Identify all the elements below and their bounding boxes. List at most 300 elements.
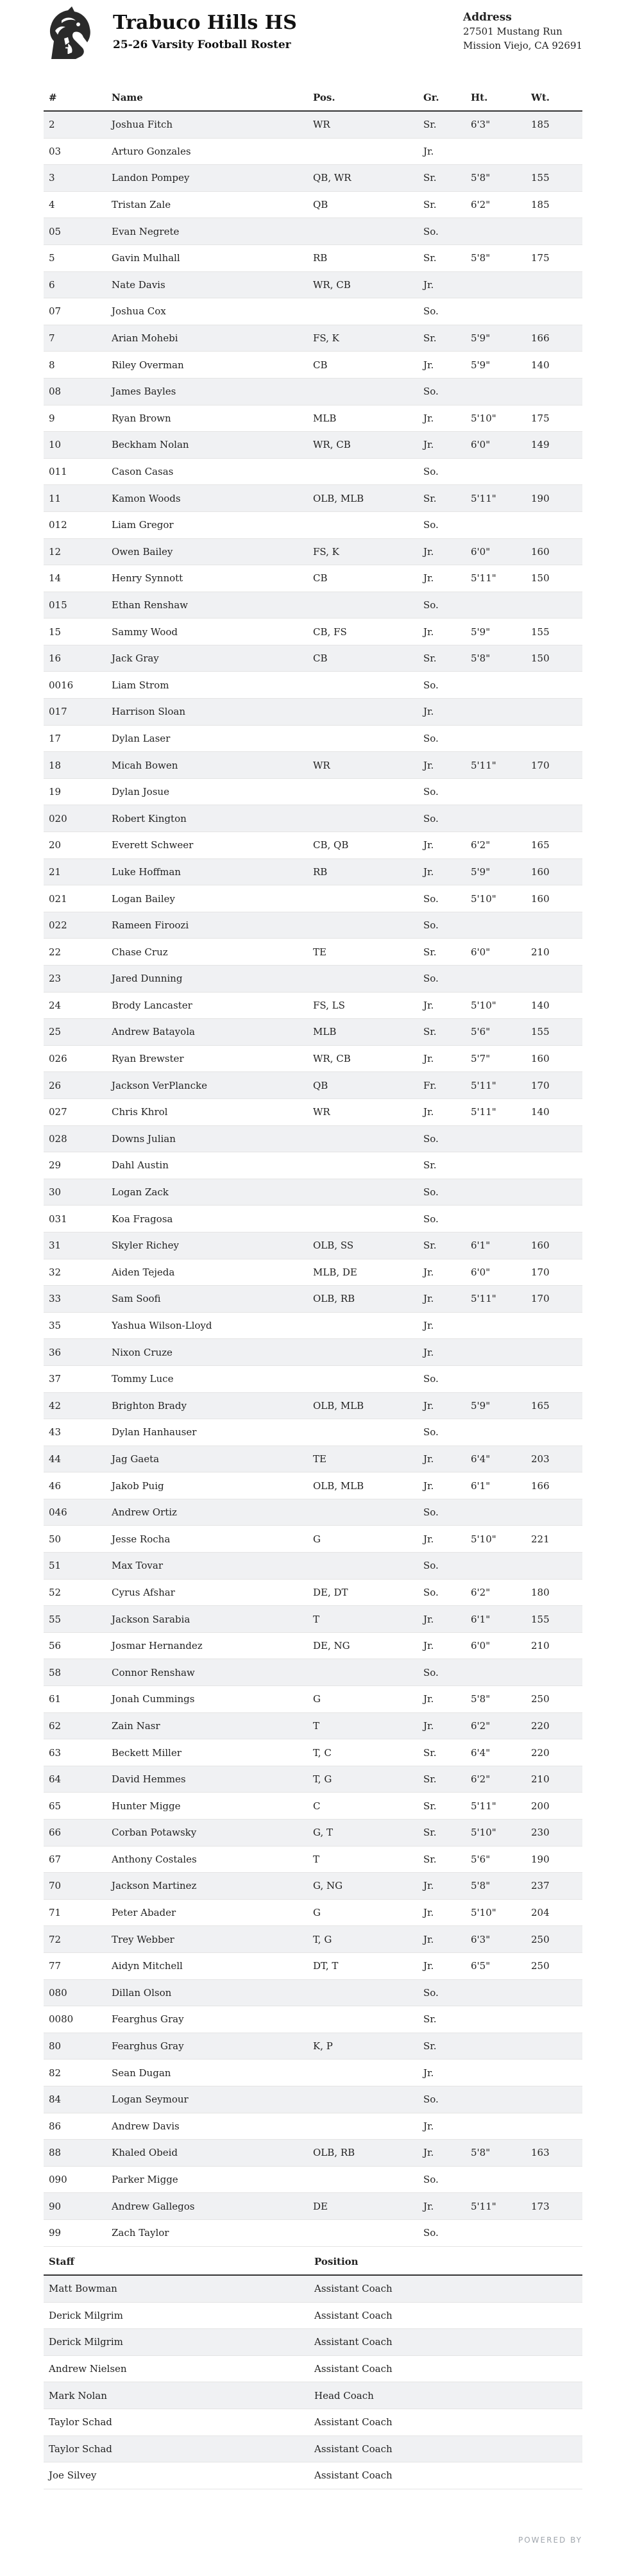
player-grade: So. [423, 2227, 439, 2239]
player-number: 12 [49, 545, 62, 558]
player-grade: So. [423, 386, 439, 398]
player-height: 5'8" [471, 1693, 491, 1705]
player-position: K, P [313, 2040, 333, 2052]
player-name: Jonah Cummings [112, 1693, 195, 1705]
player-name: Brighton Brady [112, 1399, 187, 1412]
player-name: Micah Bowen [112, 759, 178, 771]
staff-name: Taylor Schad [49, 2443, 112, 2455]
player-height: 5'8" [471, 653, 491, 665]
player-height: 6'2" [471, 1719, 491, 1732]
table-row [44, 1419, 582, 1446]
player-height: 5'9" [471, 359, 491, 371]
player-weight: 166 [531, 1480, 550, 1492]
table-row [44, 2060, 582, 2086]
player-number: 015 [49, 599, 67, 611]
player-height: 6'4" [471, 1453, 491, 1465]
player-number: 42 [49, 1399, 62, 1412]
staff-position: Assistant Coach [314, 2363, 393, 2375]
player-name: Max Tovar [112, 1560, 163, 1572]
staff-name: Derick Milgrim [49, 2309, 123, 2321]
player-number: 33 [49, 1293, 62, 1305]
player-position: T [313, 1613, 320, 1625]
player-height: 6'0" [471, 946, 491, 958]
header-grade: Gr. [423, 92, 439, 103]
player-grade: So. [423, 919, 439, 932]
player-number: 031 [49, 1213, 67, 1225]
table-row [44, 805, 582, 832]
staff-name: Derick Milgrim [49, 2336, 123, 2348]
player-weight: 150 [531, 572, 550, 584]
player-height: 6'5" [471, 1960, 491, 1972]
player-grade: Jr. [423, 1320, 434, 1332]
player-number: 0080 [49, 2013, 74, 2026]
player-weight: 160 [531, 545, 550, 558]
player-name: Andrew Davis [112, 2120, 180, 2132]
player-name: Jackson VerPlancke [112, 1079, 207, 1091]
player-name: Gavin Mulhall [112, 252, 180, 264]
player-weight: 170 [531, 1266, 550, 1278]
player-height: 5'11" [471, 1079, 496, 1091]
svg-text:T: T [65, 46, 72, 56]
player-number: 090 [49, 2174, 67, 2186]
player-grade: Jr. [423, 1640, 434, 1652]
player-name: Logan Bailey [112, 892, 175, 905]
player-weight: 175 [531, 412, 550, 424]
table-row [44, 1686, 582, 1713]
player-weight: 160 [531, 866, 550, 878]
player-height: 5'7" [471, 1053, 491, 1065]
player-position: QB [313, 199, 328, 211]
player-number: 61 [49, 1693, 62, 1705]
player-weight: 170 [531, 1079, 550, 1091]
player-name: Dylan Hanhauser [112, 1426, 197, 1438]
player-name: Aidyn Mitchell [112, 1960, 183, 1972]
player-grade: Jr. [423, 1106, 434, 1118]
player-grade: Jr. [423, 278, 434, 291]
player-name: Tommy Luce [112, 1373, 174, 1385]
player-height: 6'0" [471, 1266, 491, 1278]
staff-position: Assistant Coach [314, 2416, 393, 2428]
player-grade: So. [423, 1586, 439, 1598]
player-grade: Jr. [423, 545, 434, 558]
table-row [44, 379, 582, 405]
table-row [44, 1046, 582, 1073]
player-number: 021 [49, 892, 67, 905]
player-number: 67 [49, 1853, 62, 1865]
table-row [44, 1980, 582, 2007]
table-row [44, 1633, 582, 1660]
player-grade: So. [423, 1186, 439, 1198]
player-position: WR, CB [313, 439, 351, 451]
table-row [44, 2086, 582, 2113]
table-row [44, 2140, 582, 2167]
roster-subtitle: 25-26 Varsity Football Roster [113, 38, 291, 51]
player-number: 80 [49, 2040, 62, 2052]
address-line1: 27501 Mustang Run [463, 26, 563, 37]
header-height: Ht. [471, 92, 488, 103]
player-grade: So. [423, 1666, 439, 1678]
player-grade: Sr. [423, 1240, 437, 1252]
player-position: G [313, 1533, 321, 1545]
player-number: 080 [49, 1986, 67, 1999]
player-name: Josmar Hernandez [112, 1640, 203, 1652]
school-name: Trabuco Hills HS [113, 12, 297, 34]
player-position: CB [313, 653, 328, 665]
player-grade: Jr. [423, 866, 434, 878]
player-height: 6'1" [471, 1240, 491, 1252]
player-grade: Sr. [423, 252, 437, 264]
player-weight: 250 [531, 1693, 550, 1705]
staff-row [44, 2276, 582, 2303]
player-grade: So. [423, 2174, 439, 2186]
player-number: 70 [49, 1880, 62, 1892]
player-number: 022 [49, 919, 67, 932]
player-name: Dylan Laser [112, 732, 171, 744]
table-row [44, 1499, 582, 1526]
table-row [44, 1793, 582, 1820]
table-row [44, 1873, 582, 1900]
player-weight: 163 [531, 2147, 550, 2159]
staff-name: Joe Silvey [49, 2469, 97, 2482]
player-name: Jesse Rocha [112, 1533, 171, 1545]
player-height: 6'4" [471, 1746, 491, 1759]
player-position: OLB, MLB [313, 1399, 364, 1412]
player-grade: Jr. [423, 359, 434, 371]
player-height: 6'0" [471, 439, 491, 451]
player-height: 6'2" [471, 199, 491, 211]
player-position: OLB, SS [313, 1240, 354, 1252]
staff-row [44, 2303, 582, 2330]
staff-position: Assistant Coach [314, 2336, 393, 2348]
table-row [44, 1900, 582, 1927]
staff-position: Assistant Coach [314, 2283, 393, 2295]
player-name: Connor Renshaw [112, 1666, 195, 1678]
player-grade: So. [423, 1506, 439, 1519]
table-row [44, 1953, 582, 1980]
staff-name: Taylor Schad [49, 2416, 112, 2428]
player-weight: 220 [531, 1746, 550, 1759]
table-row [44, 1472, 582, 1499]
player-position: OLB, RB [313, 2147, 355, 2159]
player-name: David Hemmes [112, 1773, 186, 1786]
player-position: DE, NG [313, 1640, 350, 1652]
table-row [44, 1233, 582, 1259]
table-row [44, 2220, 582, 2247]
player-number: 7 [49, 332, 55, 345]
player-grade: So. [423, 1560, 439, 1572]
player-height: 6'0" [471, 545, 491, 558]
player-position: T, G [313, 1933, 332, 1945]
player-grade: Sr. [423, 199, 437, 211]
address-block [463, 10, 582, 53]
player-grade: Jr. [423, 999, 434, 1011]
player-position: MLB, DE [313, 1266, 357, 1278]
player-position: T [313, 1853, 320, 1865]
player-name: Corban Potawsky [112, 1827, 197, 1839]
player-number: 25 [49, 1026, 62, 1038]
table-row [44, 485, 582, 512]
player-name: Trey Webber [112, 1933, 174, 1945]
player-position: G [313, 1693, 321, 1705]
staff-position: Assistant Coach [314, 2309, 393, 2321]
player-name: Anthony Costales [112, 1853, 197, 1865]
player-number: 71 [49, 1907, 62, 1919]
table-row [44, 1580, 582, 1607]
table-row [44, 245, 582, 272]
player-name: Chase Cruz [112, 946, 168, 958]
player-grade: Sr. [423, 946, 437, 958]
player-height: 6'3" [471, 1933, 491, 1945]
staff-position: Assistant Coach [314, 2469, 393, 2482]
player-weight: 155 [531, 1026, 550, 1038]
player-name: Luke Hoffman [112, 866, 181, 878]
player-name: Chris Khrol [112, 1106, 168, 1118]
player-name: Beckham Nolan [112, 439, 189, 451]
player-number: 55 [49, 1613, 62, 1625]
player-grade: Sr. [423, 1800, 437, 1812]
player-number: 50 [49, 1533, 62, 1545]
player-weight: 160 [531, 892, 550, 905]
player-position: OLB, MLB [313, 1480, 364, 1492]
player-grade: Sr. [423, 1159, 437, 1172]
player-height: 5'8" [471, 172, 491, 184]
table-row [44, 459, 582, 486]
player-height: 5'9" [471, 1399, 491, 1412]
player-position: G [313, 1907, 321, 1919]
player-number: 30 [49, 1186, 62, 1198]
staff-name: Matt Bowman [49, 2283, 117, 2295]
player-height: 6'1" [471, 1480, 491, 1492]
staff-row [44, 2329, 582, 2356]
player-height: 6'2" [471, 1773, 491, 1786]
player-number: 37 [49, 1373, 62, 1385]
player-name: Yashua Wilson-Lloyd [112, 1320, 212, 1332]
player-grade: Sr. [423, 1853, 437, 1865]
player-name: Rameen Firoozi [112, 919, 189, 932]
player-name: Dahl Austin [112, 1159, 169, 1172]
table-row [44, 966, 582, 993]
player-weight: 220 [531, 1719, 550, 1732]
player-grade: So. [423, 1426, 439, 1438]
player-number: 20 [49, 839, 62, 851]
player-height: 5'11" [471, 1800, 496, 1812]
player-position: TE [313, 946, 326, 958]
player-position: T, C [313, 1746, 332, 1759]
player-name: Downs Julian [112, 1132, 176, 1145]
player-weight: 210 [531, 1640, 550, 1652]
player-grade: Jr. [423, 706, 434, 718]
player-number: 046 [49, 1506, 67, 1519]
player-height: 6'2" [471, 839, 491, 851]
player-grade: Sr. [423, 119, 437, 131]
player-number: 43 [49, 1426, 62, 1438]
player-grade: So. [423, 732, 439, 744]
player-grade: Jr. [423, 1613, 434, 1625]
player-grade: Jr. [423, 1960, 434, 1972]
player-number: 11 [49, 492, 62, 504]
player-name: Nate Davis [112, 278, 165, 291]
player-grade: Sr. [423, 2040, 437, 2052]
player-name: Zach Taylor [112, 2227, 169, 2239]
table-row [44, 2033, 582, 2060]
player-height: 5'6" [471, 1026, 491, 1038]
player-weight: 155 [531, 1613, 550, 1625]
player-grade: So. [423, 973, 439, 985]
player-position: QB, WR [313, 172, 351, 184]
staff-header-row [44, 2249, 582, 2276]
player-grade: So. [423, 2094, 439, 2106]
player-name: Sean Dugan [112, 2067, 171, 2079]
player-grade: Sr. [423, 1026, 437, 1038]
table-row [44, 565, 582, 592]
player-position: DE [313, 2200, 328, 2212]
table-row [44, 618, 582, 645]
player-grade: Jr. [423, 1719, 434, 1732]
player-number: 9 [49, 412, 55, 424]
player-number: 51 [49, 1560, 62, 1572]
table-row [44, 832, 582, 859]
player-number: 10 [49, 439, 62, 451]
player-position: RB [313, 866, 328, 878]
header-weight: Wt. [531, 92, 550, 103]
player-weight: 190 [531, 1853, 550, 1865]
page-header [0, 0, 626, 77]
player-height: 6'1" [471, 1613, 491, 1625]
player-grade: Sr. [423, 2013, 437, 2026]
table-row [44, 859, 582, 886]
table-row [44, 1820, 582, 1847]
player-number: 63 [49, 1746, 62, 1759]
player-number: 56 [49, 1640, 62, 1652]
player-weight: 170 [531, 1293, 550, 1305]
player-weight: 221 [531, 1533, 550, 1545]
player-position: WR [313, 119, 330, 131]
player-name: Cason Casas [112, 466, 174, 478]
player-name: Hunter Migge [112, 1800, 181, 1812]
player-height: 5'11" [471, 492, 496, 504]
player-number: 2 [49, 119, 55, 131]
player-position: T [313, 1719, 320, 1732]
player-number: 29 [49, 1159, 62, 1172]
player-number: 07 [49, 305, 62, 318]
player-number: 77 [49, 1960, 62, 1972]
player-position: MLB [313, 412, 337, 424]
table-row [44, 1286, 582, 1313]
player-number: 3 [49, 172, 55, 184]
table-row [44, 1126, 582, 1153]
player-name: Andrew Batayola [112, 1026, 195, 1038]
player-position: CB, FS [313, 626, 347, 638]
player-name: Brody Lancaster [112, 999, 192, 1011]
table-row [44, 726, 582, 753]
table-row [44, 1099, 582, 1126]
player-name: Jackson Martinez [112, 1880, 197, 1892]
player-weight: 165 [531, 839, 550, 851]
player-name: Riley Overman [112, 359, 184, 371]
player-grade: Fr. [423, 1079, 437, 1091]
player-number: 18 [49, 759, 62, 771]
header-number: # [49, 92, 57, 103]
player-number: 4 [49, 199, 55, 211]
player-name: Peter Abader [112, 1907, 176, 1919]
table-row [44, 432, 582, 459]
player-weight: 150 [531, 653, 550, 665]
table-row [44, 672, 582, 699]
player-name: Parker Migge [112, 2174, 178, 2186]
player-height: 5'9" [471, 332, 491, 345]
player-height: 5'11" [471, 1293, 496, 1305]
player-number: 84 [49, 2094, 62, 2106]
player-weight: 173 [531, 2200, 550, 2212]
header-name: Name [112, 92, 143, 103]
player-name: Kamon Woods [112, 492, 181, 504]
player-grade: Jr. [423, 1693, 434, 1705]
player-height: 5'10" [471, 999, 496, 1011]
player-weight: 140 [531, 1106, 550, 1118]
player-height: 5'8" [471, 252, 491, 264]
player-weight: 237 [531, 1880, 550, 1892]
player-name: Dylan Josue [112, 786, 169, 798]
player-grade: So. [423, 1132, 439, 1145]
table-row [44, 912, 582, 939]
player-position: OLB, MLB [313, 492, 364, 504]
player-name: Dillan Olson [112, 1986, 172, 1999]
player-number: 03 [49, 145, 62, 157]
table-row [44, 192, 582, 219]
table-row [44, 1179, 582, 1206]
header-position: Pos. [313, 92, 335, 103]
player-number: 017 [49, 706, 67, 718]
player-position: CB, QB [313, 839, 349, 851]
player-number: 62 [49, 1719, 62, 1732]
player-number: 66 [49, 1827, 62, 1839]
player-position: TE [313, 1453, 326, 1465]
player-number: 82 [49, 2067, 62, 2079]
player-position: DT, T [313, 1960, 339, 1972]
player-number: 24 [49, 999, 62, 1011]
player-name: Ethan Renshaw [112, 599, 188, 611]
table-row [44, 2167, 582, 2194]
player-grade: So. [423, 599, 439, 611]
player-name: Evan Negrete [112, 225, 180, 237]
table-row [44, 2193, 582, 2220]
player-number: 028 [49, 1132, 67, 1145]
player-grade: Jr. [423, 759, 434, 771]
table-row [44, 1766, 582, 1793]
player-grade: Jr. [423, 626, 434, 638]
player-grade: Jr. [423, 145, 434, 157]
player-grade: So. [423, 892, 439, 905]
player-name: Arturo Gonzales [112, 145, 191, 157]
player-weight: 185 [531, 199, 550, 211]
player-grade: Jr. [423, 1399, 434, 1412]
player-weight: 185 [531, 119, 550, 131]
player-height: 5'11" [471, 1106, 496, 1118]
player-name: Landon Pompey [112, 172, 190, 184]
player-number: 46 [49, 1480, 62, 1492]
player-number: 99 [49, 2227, 62, 2239]
player-grade: Jr. [423, 572, 434, 584]
player-height: 5'10" [471, 412, 496, 424]
player-position: OLB, RB [313, 1293, 355, 1305]
powered-by-footer[interactable]: POWERED BY [518, 2536, 582, 2545]
staff-row [44, 2436, 582, 2463]
player-name: Logan Seymour [112, 2094, 189, 2106]
header-staff: Staff [49, 2256, 74, 2267]
player-name: Ryan Brewster [112, 1053, 184, 1065]
table-row [44, 272, 582, 299]
staff-row [44, 2462, 582, 2489]
